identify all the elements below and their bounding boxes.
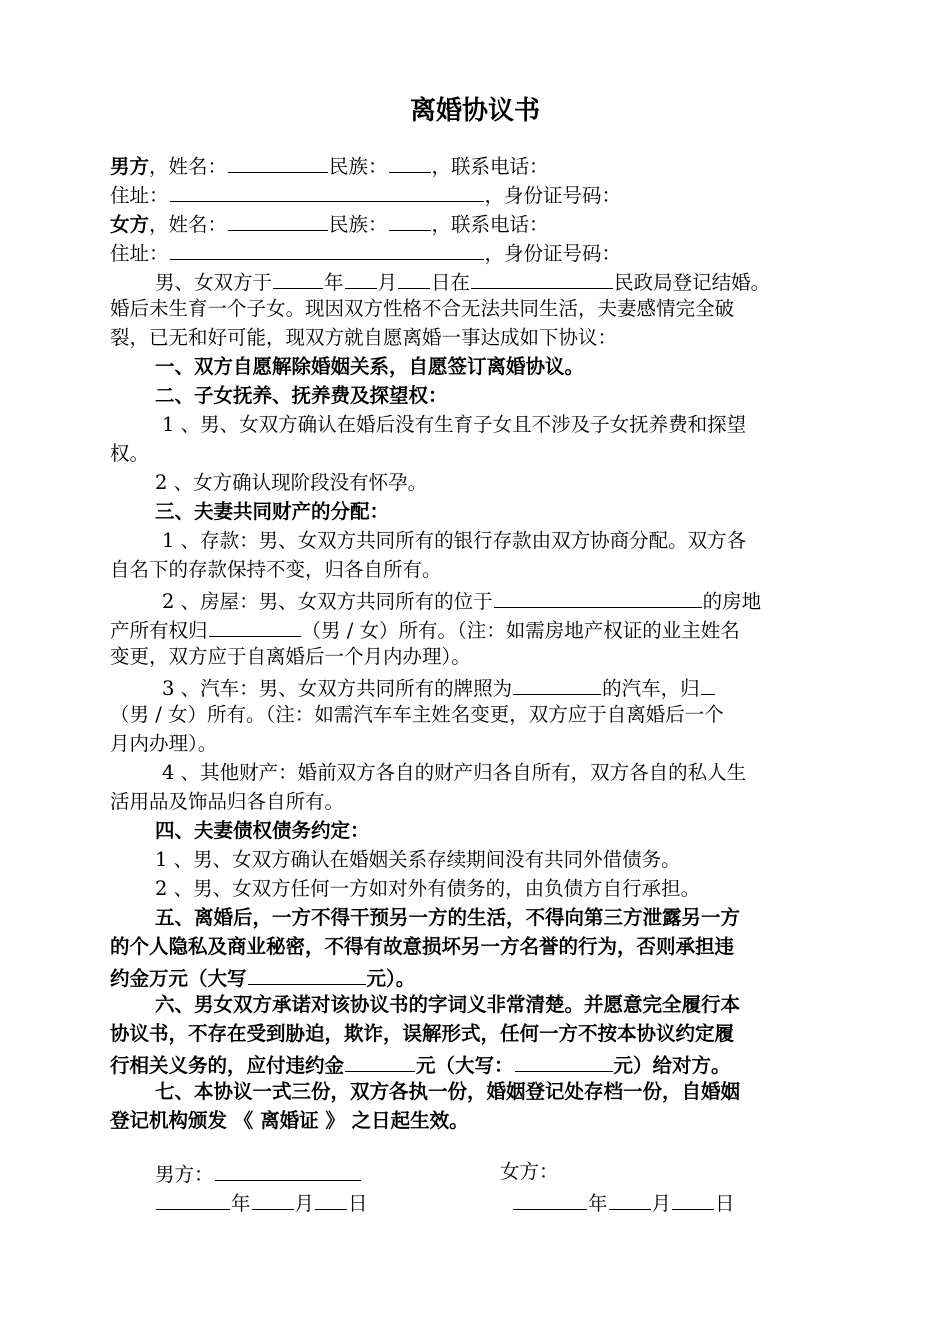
phone-label: ，联系电话： <box>431 213 549 236</box>
damages-text: 行相关义务的，应付违约金 <box>110 1054 345 1077</box>
section-3-item-3-cont2: 月内办理）。 <box>110 732 218 755</box>
phone-label: ，联系电话： <box>431 155 549 178</box>
ethnicity-label: 民族： <box>329 213 388 236</box>
female-date-month-blank[interactable] <box>609 1189 651 1210</box>
marriage-day-blank[interactable] <box>398 268 430 289</box>
address-label: 住址： <box>110 184 169 207</box>
penalty-amount-words-blank[interactable] <box>248 964 366 985</box>
female-signature-line <box>500 1160 559 1184</box>
civil-affairs-bureau-blank[interactable] <box>471 268 613 289</box>
section-2-item-1-cont: 权。 <box>110 442 150 465</box>
section-6-line-1: 六、男女双方承诺对该协议书的字词义非常清楚。并愿意完全履行本 <box>155 993 741 1016</box>
id-label: ，身份证号码： <box>484 184 622 207</box>
male-date-year-blank[interactable] <box>156 1189 230 1210</box>
section-7-line-1: 七、本协议一式三份，双方各执一份，婚姻登记处存档一份，自婚姻 <box>155 1080 741 1103</box>
male-address-line <box>110 181 621 208</box>
day-label: 日 <box>715 1192 735 1215</box>
house-text: 产所有权归 <box>110 619 208 642</box>
section-3-item-2-cont <box>110 616 740 643</box>
male-label: 男方 <box>110 155 150 178</box>
female-date-year-blank[interactable] <box>513 1189 587 1210</box>
car-plate-blank[interactable] <box>513 674 601 695</box>
marriage-month-blank[interactable] <box>345 268 377 289</box>
damages-amount-blank[interactable] <box>345 1051 415 1072</box>
section-6-line-3 <box>110 1051 731 1078</box>
section-5-line-2: 的个人隐私及商业秘密，不得有故意损坏另一方名誉的行为，否则承担违 <box>110 935 735 958</box>
section-3-item-2-cont2: 变更，双方应于自离婚后一个月内办理）。 <box>110 645 471 668</box>
section-3-item-4-cont: 活用品及饰品归各自所有。 <box>110 790 345 813</box>
male-date-month-blank[interactable] <box>252 1189 294 1210</box>
female-address-line <box>110 239 621 266</box>
day-label: 日 <box>348 1192 368 1215</box>
name-label: ，姓名： <box>149 155 228 178</box>
section-3-item-3-cont: （男 / 女）所有。（注：如需汽车车主姓名变更，双方应于自离婚后一个 <box>110 703 724 726</box>
day-label: 日在 <box>431 271 471 294</box>
year-label: 年 <box>588 1192 608 1215</box>
ethnicity-label: 民族： <box>329 155 388 178</box>
car-text: 的汽车，归 <box>602 677 700 700</box>
female-party-line <box>110 210 549 237</box>
female-signature-label: 女方： <box>500 1160 559 1183</box>
male-ethnicity-blank[interactable] <box>389 152 431 173</box>
male-address-blank[interactable] <box>170 181 484 202</box>
section-7-line-2: 登记机构颁发 《 离婚证 》 之日起生效。 <box>110 1109 469 1132</box>
car-owner-blank[interactable] <box>701 674 715 695</box>
section-4-item-1: 1 、男、女双方确认在婚姻关系存续期间没有共同外借债务。 <box>155 848 681 871</box>
section-3-item-4: 4 、其他财产：婚前双方各自的财产归各自所有，双方各自的私人生 <box>162 761 747 784</box>
house-location-blank[interactable] <box>494 587 702 608</box>
damages-text: 元（大写： <box>416 1054 514 1077</box>
section-2-heading: 二、子女抚养、抚养费及探望权： <box>155 384 448 407</box>
intro-text: 男、女双方于 <box>155 271 273 294</box>
male-date-day-blank[interactable] <box>315 1189 347 1210</box>
male-party-line <box>110 152 549 179</box>
female-ethnicity-blank[interactable] <box>389 210 431 231</box>
penalty-text: 约金万元（大写 <box>110 967 247 990</box>
damages-text: 元）给对方。 <box>613 1054 731 1077</box>
marriage-year-blank[interactable] <box>273 268 323 289</box>
male-date-line <box>155 1189 368 1216</box>
name-label: ，姓名： <box>149 213 228 236</box>
month-label: 月 <box>377 271 398 294</box>
section-6-line-2: 协议书，不存在受到胁迫，欺诈，误解形式，任何一方不按本协议约定履 <box>110 1022 735 1045</box>
penalty-text: 元）。 <box>366 967 416 990</box>
section-1-heading: 一、双方自愿解除婚姻关系，自愿签订离婚协议。 <box>155 355 585 378</box>
id-label: ，身份证号码： <box>484 242 622 265</box>
male-signature-blank[interactable] <box>215 1160 361 1181</box>
section-5-line-1: 五、离婚后，一方不得干预另一方的生活，不得向第三方泄露另一方 <box>155 906 741 929</box>
house-text: 2 、房屋：男、女双方共同所有的位于 <box>162 590 493 613</box>
section-3-heading: 三、夫妻共同财产的分配： <box>155 500 390 523</box>
female-address-blank[interactable] <box>170 239 484 260</box>
car-text: 3 、汽车：男、女双方共同所有的牌照为 <box>162 677 513 700</box>
male-signature-label: 男方： <box>155 1163 214 1186</box>
male-name-blank[interactable] <box>228 152 328 173</box>
document-title: 离婚协议书 <box>409 96 540 126</box>
female-date-day-blank[interactable] <box>672 1189 714 1210</box>
section-3-item-1-cont: 自名下的存款保持不变，归各自所有。 <box>110 558 442 581</box>
section-3-item-2 <box>162 587 761 614</box>
female-date-line <box>512 1189 735 1216</box>
section-3-item-1: 1 、存款：男、女双方共同所有的银行存款由双方协商分配。双方各 <box>162 529 747 552</box>
address-label: 住址： <box>110 242 169 265</box>
male-signature-line <box>155 1160 362 1187</box>
section-4-heading: 四、夫妻债权债务约定： <box>155 819 370 842</box>
section-5-line-3 <box>110 964 415 991</box>
house-owner-blank[interactable] <box>209 616 301 637</box>
section-2-item-2: 2 、女方确认现阶段没有怀孕。 <box>155 471 428 494</box>
house-text: 的房地 <box>702 590 762 613</box>
damages-amount-words-blank[interactable] <box>515 1051 613 1072</box>
intro-line-1 <box>155 268 770 295</box>
intro-line-2: 婚后未生育一个子女。现因双方性格不合无法共同生活，夫妻感情完全破 <box>110 297 735 320</box>
section-3-item-3 <box>162 674 716 701</box>
house-text: （男 / 女）所有。（注：如需房地产权证的业主姓名 <box>301 619 740 642</box>
year-label: 年 <box>231 1192 251 1215</box>
year-label: 年 <box>324 271 344 294</box>
intro-line-3: 裂，已无和好可能，现双方就自愿离婚一事达成如下协议： <box>110 326 618 349</box>
section-2-item-1: 1 、男、女双方确认在婚后没有生育子女且不涉及子女抚养费和探望 <box>162 413 747 436</box>
intro-text: 民政局登记结婚。 <box>614 271 771 294</box>
month-label: 月 <box>651 1192 672 1215</box>
section-4-item-2: 2 、男、女双方任何一方如对外有债务的，由负债方自行承担。 <box>155 877 701 900</box>
female-label: 女方 <box>110 213 150 236</box>
female-name-blank[interactable] <box>228 210 328 231</box>
month-label: 月 <box>294 1192 315 1215</box>
